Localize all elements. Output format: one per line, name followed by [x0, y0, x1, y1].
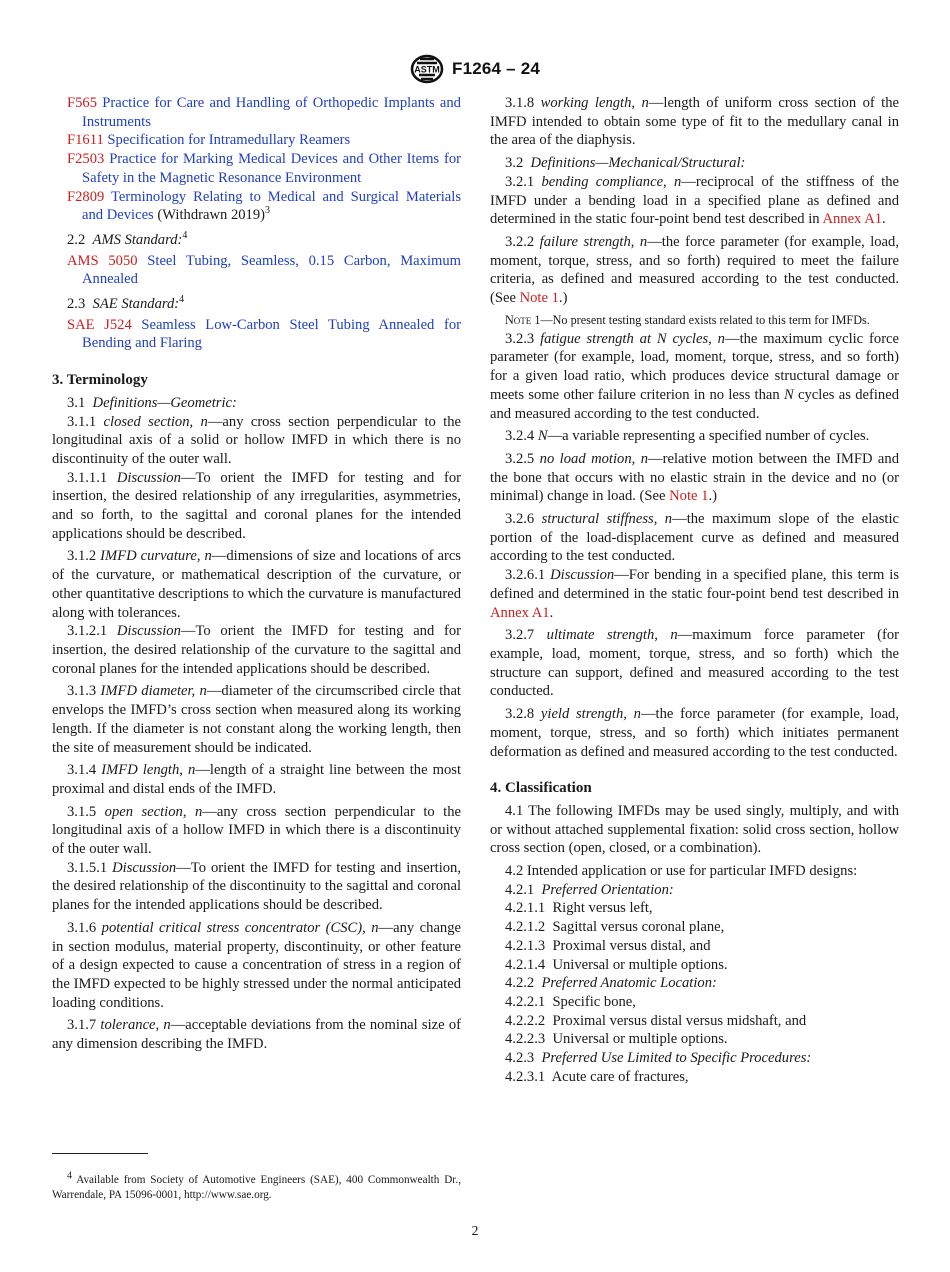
section-3-2-heading [490, 154, 899, 173]
note-1-link[interactable]: Note 1 [519, 290, 559, 307]
footnote-4 [52, 1170, 461, 1203]
defined-term: potential critical stress concentrator (CSC), n [101, 919, 379, 936]
list-item [490, 1030, 899, 1049]
definition-paragraph [490, 233, 899, 308]
list-item-text: Preferred Orientation: [541, 881, 674, 898]
list-item [490, 993, 899, 1012]
list-item [490, 1012, 899, 1031]
clause-number: 3.2.1 [505, 173, 535, 190]
footnote-mark: 4 [67, 1170, 72, 1182]
definition-text: —reciprocal of the stiffness of the IMFD under a bending load in a specified plane as defined and determined in the static four-point bend test described in [490, 173, 899, 228]
reference-title-link[interactable]: Specification for Intramedullary Reamers [107, 132, 351, 149]
reference-code-link[interactable]: AMS 5050 [67, 252, 138, 269]
discussion-label: Discussion [550, 567, 615, 584]
reference-code-link[interactable]: F1611 [67, 132, 104, 149]
variable-n: N [783, 386, 794, 403]
discussion-text: —To orient the IMFD for testing and for insertion, the desired relationship of any irregularities, asymmetries, and so forth, to the sagittal and coronal planes for the intended applications should be described. [52, 469, 461, 542]
discussion-paragraph [52, 622, 461, 678]
reference-title-link[interactable]: Practice for Care and Handling of Orthopedic Implants and Instruments [82, 95, 461, 130]
clause-number: 4.2.1.4 [505, 956, 546, 973]
clause-number: 4.2.1 [505, 881, 535, 898]
clause-number: 3.2.6 [505, 511, 535, 528]
footnote-text: Available from Society of Automotive Engineers (SAE), 400 Commonwealth Dr., Warrendale, PA 15096-0001, http://www.sae.org. [52, 1174, 461, 1202]
definition-text: —any cross section perpendicular to the longitudinal axis of a hollow IMFD in which there is a discontinuity of the outer wall. [52, 803, 461, 858]
reference-item [52, 252, 461, 289]
definition-text: —dimensions of size and locations of arcs of the curvature, or mathematical description of the curvature, or other quantitative descriptions to which the curvature is manufactured along with tolerances. [52, 548, 461, 621]
clause-number: 4.2.3 [505, 1050, 535, 1067]
defined-term: no load motion, n [539, 450, 649, 467]
intended-use-list [490, 881, 899, 1087]
definition-text: —maximum force parameter (for example, load, moment, torque, stress, and so forth) which the structure can support, defined and measured according to the test conducted. [490, 627, 899, 700]
definition-paragraph [52, 1016, 461, 1053]
reference-item [52, 316, 461, 353]
discussion-label: Discussion [116, 623, 181, 640]
discussion-paragraph [52, 469, 461, 544]
discussion-text: —For bending in a specified plane, this term is defined and determined in the static four-point bend test described in [490, 567, 900, 602]
list-item-text: Specific bone, [552, 993, 636, 1010]
definition-paragraph [52, 413, 461, 469]
reference-item [52, 131, 461, 150]
punctuation: . [882, 211, 886, 228]
list-item [490, 881, 899, 900]
defined-term: IMFD diameter, n [100, 683, 207, 700]
discussion-text: —To orient the IMFD for testing and insertion, the desired relationship of the discontinuity to the sagittal and coronal planes for the intended applications should be described. [52, 859, 461, 914]
classification-paragraph: 4.1 The following IMFDs may be used singly, multiply, and with or without attached supplemental fixation: solid cross section, hollow cross section (open, closed, or a combination). [490, 802, 899, 857]
note-label: Note 1 [505, 312, 541, 327]
clause-number: 3.2.4 [505, 428, 535, 445]
clause-number: 3.1.6 [67, 919, 97, 936]
reference-code-link[interactable]: F565 [67, 95, 98, 111]
clause-number: 3.1.1 [67, 413, 97, 430]
clause-number: 4.2.1.1 [505, 900, 546, 917]
reference-title-link[interactable]: Terminology Relating to Medical and Surgical Materials and Devices [82, 188, 462, 224]
clause-number: 3.2.3 [505, 330, 535, 347]
section-title: Definitions—Mechanical/Structural: [530, 155, 746, 172]
clause-number: 4.2.1.3 [505, 937, 546, 954]
discussion-paragraph [52, 859, 461, 915]
definition-text: —diameter of the circumscribed circle that envelops the IMFD’s cross section when measured along its working length. If the diameter is not constant along the working length, then the site of measurement should be indicated. [52, 683, 461, 756]
definition-paragraph [490, 450, 899, 506]
note-1 [490, 312, 899, 328]
reference-item [52, 150, 461, 187]
definition-paragraph [52, 547, 461, 622]
list-item-text: Universal or multiple options. [552, 956, 728, 973]
definition-text: cycles as defined and measured according to the test conducted. [490, 386, 899, 422]
definition-paragraph [490, 626, 899, 701]
section-3-1-heading [52, 394, 461, 413]
definition-text: —any change in section modulus, material property, discontinuity, or other feature of a design expected to cause a concentration of stress in a region of the IMFD expected to be highly stressed under the normal anticipated loading conditions. [52, 919, 462, 1011]
running-header [0, 54, 950, 84]
clause-number: 3.2.6.1 [505, 567, 546, 584]
note-text: —No present testing standard exists related to this term for IMFDs. [540, 312, 870, 327]
section-number: 2.2 [67, 231, 86, 248]
list-item [490, 918, 899, 937]
definition-text: —the force parameter (for example, load, moment, torque, stress, and so forth) which initiates permanent deformation as defined and measured according to the test conducted. [490, 706, 899, 760]
defined-term: structural stiffness, n [541, 511, 673, 528]
discussion-label: Discussion [116, 469, 181, 486]
footnote-divider [52, 1153, 148, 1154]
section-4-heading: 4. Classification [490, 780, 592, 797]
list-item [490, 1049, 899, 1068]
clause-number: 3.1.8 [505, 95, 535, 111]
list-item-text: Proximal versus distal, and [552, 937, 711, 954]
clause-number: 3.1.2 [67, 548, 97, 565]
definition-text: —length of a straight line between the most proximal and distal ends of the IMFD. [52, 762, 461, 797]
footnote-ref: 4 [182, 230, 188, 242]
definition-text: —relative motion between the IMFD and the bone that occurs with no elastic strain in the device and no (or minimal) change in load. (See [490, 450, 900, 505]
left-column [52, 94, 461, 1058]
section-number: 3.1 [67, 394, 86, 411]
defined-term: yield strength, n [540, 706, 641, 723]
document-id: F1264 – 24 [451, 59, 540, 78]
definition-paragraph [490, 94, 899, 150]
definition-paragraph [52, 682, 461, 757]
clause-number: 3.1.3 [67, 683, 97, 700]
clause-number: 3.2.2 [505, 233, 535, 250]
definition-text: —any cross section perpendicular to the longitudinal axis of a solid or hollow IMFD in which there is no discontinuity of the outer wall. [52, 413, 461, 467]
defined-term: fatigue strength at N cycles, n [540, 330, 725, 347]
definition-text: —a variable representing a specified number of cycles. [547, 428, 870, 445]
defined-term: N [537, 428, 548, 445]
section-number: 2.3 [67, 296, 86, 313]
list-item-text: Proximal versus distal versus midshaft, and [552, 1012, 807, 1029]
definition-paragraph [52, 919, 461, 1013]
clause-number: 3.1.5 [67, 803, 97, 820]
clause-number: 3.1.2.1 [67, 623, 108, 640]
clause-number: 4.2.2.1 [505, 993, 546, 1010]
definition-paragraph [490, 173, 899, 229]
reference-item [52, 94, 461, 131]
punctuation: .) [708, 488, 717, 505]
clause-number: 4.2.2.3 [505, 1031, 546, 1048]
definition-text: —acceptable deviations from the nominal size of any dimension describing the IMFD. [52, 1017, 461, 1053]
page-number: 2 [471, 1223, 479, 1238]
definition-text: —length of uniform cross section of the IMFD intended to obtain some type of fit to the medullary canal in the area of the diaphysis. [490, 95, 900, 149]
defined-term: IMFD curvature, n [100, 548, 212, 565]
defined-term: bending compliance, n [541, 173, 682, 190]
definition-paragraph [490, 705, 899, 761]
footnote-ref: 3 [265, 205, 271, 217]
definition-paragraph [490, 330, 899, 424]
reference-item [52, 188, 461, 225]
punctuation: . [549, 604, 554, 621]
definition-text: —the maximum slope of the elastic portion of the load-displacement curve as defined and measured according to the test conducted. [490, 511, 899, 565]
footnote-ref: 4 [179, 294, 185, 306]
definition-text: —the maximum cyclic force parameter (for example, load, moment, torque, stress, and so forth) for a given load ratio, which produces device structural damage or meets some other failure criterion in no less than [490, 330, 900, 403]
note-1-link[interactable]: Note 1 [669, 488, 709, 505]
list-item [490, 1068, 899, 1087]
section-2-3-heading [52, 295, 461, 314]
reference-code-link[interactable]: SAE J524 [67, 316, 132, 333]
list-item [490, 937, 899, 956]
clause-number: 4.2.2 [505, 975, 535, 992]
reference-code-link[interactable]: F2503 [67, 151, 105, 168]
defined-term: closed section, n [103, 413, 208, 430]
list-item [490, 974, 899, 993]
definition-paragraph [490, 510, 899, 566]
clause-number: 4.2.2.2 [505, 1012, 546, 1029]
list-item-text: Universal or multiple options. [552, 1031, 728, 1048]
section-title: Definitions—Geometric: [92, 394, 237, 411]
right-column [490, 94, 899, 1086]
svg-text:ASTM: ASTM [414, 64, 440, 75]
list-item-text: Preferred Anatomic Location: [541, 975, 717, 992]
defined-term: failure strength, n [539, 233, 648, 250]
clause-number: 3.1.5.1 [67, 859, 108, 876]
reference-code-link[interactable]: F2809 [67, 188, 105, 205]
reference-title-link[interactable]: Steel Tubing, Seamless, 0.15 Carbon, Maximum Annealed [82, 252, 462, 288]
definition-text: —the force parameter (for example, load, moment, torque, stress, and so forth) required to meet the failure criteria, as defined and measured according to the test conducted. (See [490, 233, 899, 307]
list-item-text: Sagittal versus coronal plane, [552, 919, 725, 936]
defined-term: open section, n [104, 803, 203, 820]
clause-number: 3.1.1.1 [67, 469, 108, 486]
defined-term: IMFD length, n [101, 762, 196, 779]
list-item [490, 899, 899, 918]
list-item-text: Preferred Use Limited to Specific Procedures: [541, 1050, 812, 1067]
definition-paragraph [490, 427, 899, 446]
definition-paragraph [52, 761, 461, 798]
defined-term: working length, n [540, 95, 649, 111]
defined-term: tolerance, n [100, 1017, 171, 1034]
classification-paragraph: 4.2 Intended application or use for particular IMFD designs: [505, 863, 858, 880]
defined-term: ultimate strength, n [546, 627, 678, 644]
clause-number: 4.2.1.2 [505, 919, 546, 936]
discussion-label: Discussion [112, 859, 177, 876]
section-number: 3.2 [505, 155, 524, 172]
discussion-paragraph [490, 566, 899, 622]
annex-a1-link[interactable]: Annex A1 [822, 211, 883, 228]
referenced-documents-list [52, 94, 461, 225]
clause-number: 3.1.7 [67, 1017, 97, 1034]
withdrawn-note: (Withdrawn 2019) [153, 207, 266, 224]
clause-number: 4.2.3.1 [505, 1068, 546, 1085]
astm-logo-icon [410, 54, 444, 84]
punctuation: .) [558, 290, 568, 307]
section-3-heading: 3. Terminology [52, 372, 148, 389]
list-item [490, 956, 899, 975]
reference-title-link[interactable]: Practice for Marking Medical Devices and Other Items for Safety in the Magnetic Resonance Environment [82, 151, 461, 186]
section-title: AMS Standard: [92, 231, 183, 248]
section-title: SAE Standard: [92, 296, 180, 313]
discussion-text: —To orient the IMFD for testing and for insertion, the desired relationship of the curvature to the sagittal and coronal planes for the intended applications should be described. [52, 623, 461, 677]
annex-a1-link[interactable]: Annex A1 [490, 604, 550, 621]
reference-title-link[interactable]: Seamless Low-Carbon Steel Tubing Annealed for Bending and Flaring [82, 316, 461, 352]
clause-number: 3.1.4 [67, 762, 97, 779]
definition-paragraph [52, 803, 461, 859]
clause-number: 3.2.8 [505, 706, 535, 723]
list-item-text: Right versus left, [552, 900, 653, 917]
section-2-2-heading [52, 231, 461, 250]
list-item-text: Acute care of fractures, [551, 1068, 689, 1085]
clause-number: 3.2.5 [505, 450, 535, 467]
clause-number: 3.2.7 [505, 627, 535, 644]
